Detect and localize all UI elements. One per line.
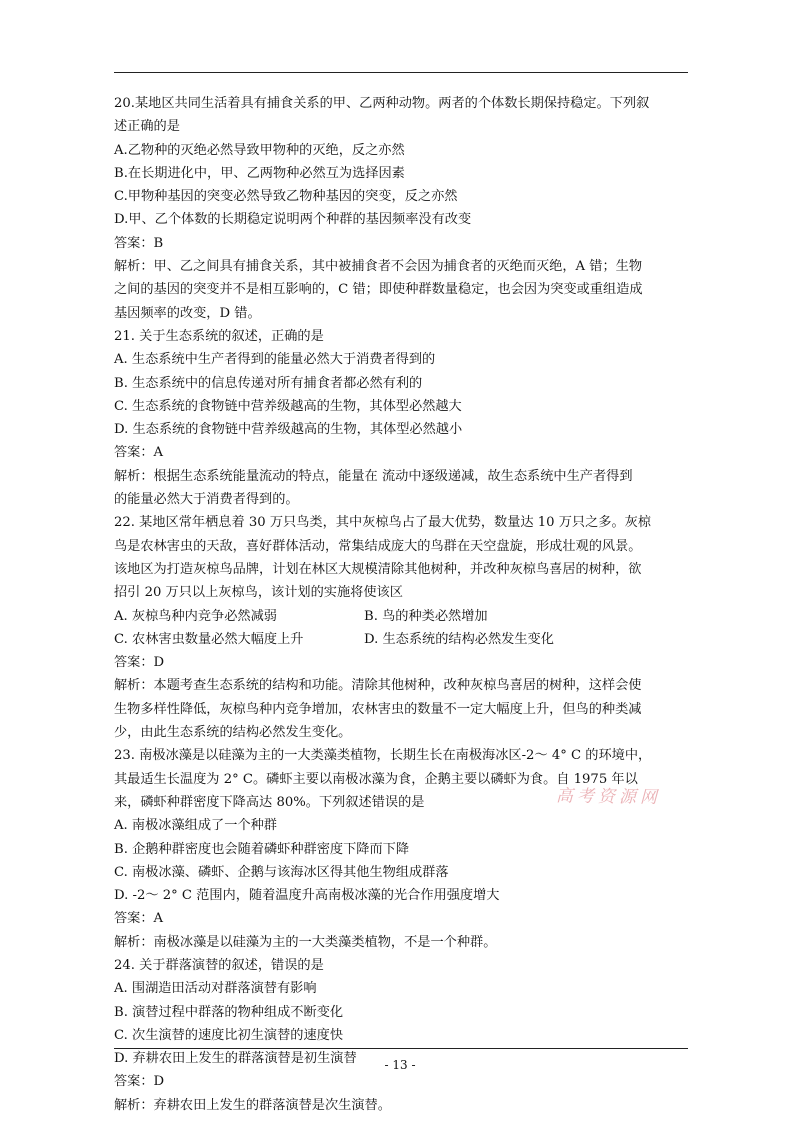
q23-option-a: A. 南极冰藻组成了一个种群 [114, 818, 277, 834]
q21-explanation-line-1: 解析：根据生态系统能量流动的特点，能量在 流动中逐级递减，故生态系统中生产者得到 [114, 468, 633, 484]
q22-explanation-line-2: 生物多样性降低，灰椋鸟种内竞争增加，农林害虫的数量不一定大幅度上升，但鸟的种类减 [114, 701, 642, 717]
q22-stem-line-3: 该地区为打造灰椋鸟品牌，计划在林区大规模清除其他树种，并改种灰椋鸟喜居的树种，欲 [114, 561, 642, 577]
q20-explanation-line-3: 基因频率的改变，D 错。 [114, 305, 261, 321]
q22-stem-line-4: 招引 20 万只以上灰椋鸟，该计划的实施将使该区 [114, 585, 403, 601]
q22-option-a: A. 灰椋鸟种内竞争必然减弱 [114, 608, 277, 624]
q23-stem-line-2: 其最适生长温度为 2° C。磷虾主要以南极冰藻为食，企鹅主要以磷虾为食。自 1975 年以 [114, 771, 638, 787]
footer-rule [114, 1048, 688, 1049]
q22-option-d: D. 生态系统的结构必然发生变化 [364, 631, 554, 647]
q23-answer: 答案：A [114, 911, 164, 927]
q24-stem: 24. 关于群落演替的叙述，错误的是 [114, 957, 324, 973]
q21-option-c: C. 生态系统的食物链中营养级越高的生物，其体型必然越大 [114, 398, 462, 414]
q23-stem-line-3: 来，磷虾种群密度下降高达 80%。下列叙述错误的是 [114, 794, 425, 810]
q22-explanation-line-1: 解析：本题考查生态系统的结构和功能。清除其他树种，改种灰椋鸟喜居的树种，这样会使 [114, 678, 642, 694]
q20-option-c: C.甲物种基因的突变必然导致乙物种基因的突变，反之亦然 [114, 189, 458, 205]
q22-stem-line-1: 22. 某地区常年栖息着 30 万只鸟类，其中灰椋鸟占了最大优势，数量达 10 万只之多。灰椋 [114, 515, 652, 531]
watermark: 高考资源网 [555, 786, 662, 808]
q22-options-row-2 [114, 628, 690, 651]
q22-option-b: B. 鸟的种类必然增加 [364, 608, 488, 624]
q21-option-b: B. 生态系统中的信息传递对所有捕食者都必然有利的 [114, 375, 423, 391]
q24-option-d: D. 弃耕农田上发生的群落演替是初生演替 [114, 1051, 357, 1067]
q20-option-d: D.甲、乙个体数的长期稳定说明两个种群的基因频率没有改变 [114, 212, 472, 228]
q20-stem-line-1: 20.某地区共同生活着具有捕食关系的甲、乙两种动物。两者的个体数长期保持稳定。下列叙 [114, 96, 650, 111]
header-rule [114, 72, 688, 73]
q20-explanation-line-2: 之间的基因的突变并不是相互影响的，C 错；即使种群数量稳定，也会因为突变或重组造成 [114, 282, 643, 298]
q20-option-a: A.乙物种的灭绝必然导致甲物种的灭绝，反之亦然 [114, 142, 405, 158]
q20-stem-line-2: 述正确的是 [114, 119, 180, 135]
q23-option-d: D. -2～ 2° C 范围内，随着温度升高南极冰藻的光合作用强度增大 [114, 888, 500, 904]
q21-answer: 答案：A [114, 445, 164, 461]
q23-option-c: C. 南极冰藻、磷虾、企鹅与该海冰区得其他生物组成群落 [114, 864, 449, 880]
q24-answer: 答案：D [114, 1074, 165, 1090]
q22-answer: 答案：D [114, 655, 165, 671]
q20-answer: 答案：B [114, 235, 164, 251]
q24-option-a: A. 围湖造田活动对群落演替有影响 [114, 981, 317, 997]
q20-explanation-line-1: 解析：甲、乙之间具有捕食关系，其中被捕食者不会因为捕食者的灭绝而灭绝，A 错；生物 [114, 259, 643, 275]
q23-stem-line-1: 23. 南极冰藻是以硅藻为主的一大类藻类植物，长期生长在南极海冰区-2～ 4° C 的环境中， [114, 748, 652, 764]
q22-stem-line-2: 鸟是农林害虫的天敌，喜好群体活动，常集结成庞大的鸟群在天空盘旋，形成壮观的风景。 [114, 538, 642, 554]
page-number: - 13 - [384, 1058, 416, 1072]
q22-explanation-line-3: 少，由此生态系统的结构必然发生变化。 [114, 725, 352, 741]
q24-option-c: C. 次生演替的速度比初生演替的速度快 [114, 1027, 344, 1043]
q21-option-d: D. 生态系统的食物链中营养级越高的生物，其体型必然越小 [114, 422, 463, 438]
q21-explanation-line-2: 的能量必然大于消费者得到的。 [114, 492, 299, 508]
q20-option-b: B.在长期进化中，甲、乙两物种必然互为选择因素 [114, 165, 405, 181]
q22-option-c: C. 农林害虫数量必然大幅度上升 [114, 631, 304, 647]
q24-explanation-line-1: 解析：弃耕农田上发生的群落演替是次生演替。 [114, 1097, 391, 1113]
q23-option-b: B. 企鹅种群密度也会随着磷虾种群密度下降而下降 [114, 841, 410, 857]
document-body [114, 92, 690, 1117]
q23-explanation-line-1: 解析：南极冰藻是以硅藻为主的一大类藻类植物，不是一个种群。 [114, 934, 497, 950]
q22-options-row-1 [114, 605, 690, 628]
q21-stem: 21. 关于生态系统的叙述，正确的是 [114, 328, 324, 344]
q21-option-a: A. 生态系统中生产者得到的能量必然大于消费者得到的 [114, 352, 436, 368]
q24-option-b: B. 演替过程中群落的物种组成不断变化 [114, 1004, 344, 1020]
